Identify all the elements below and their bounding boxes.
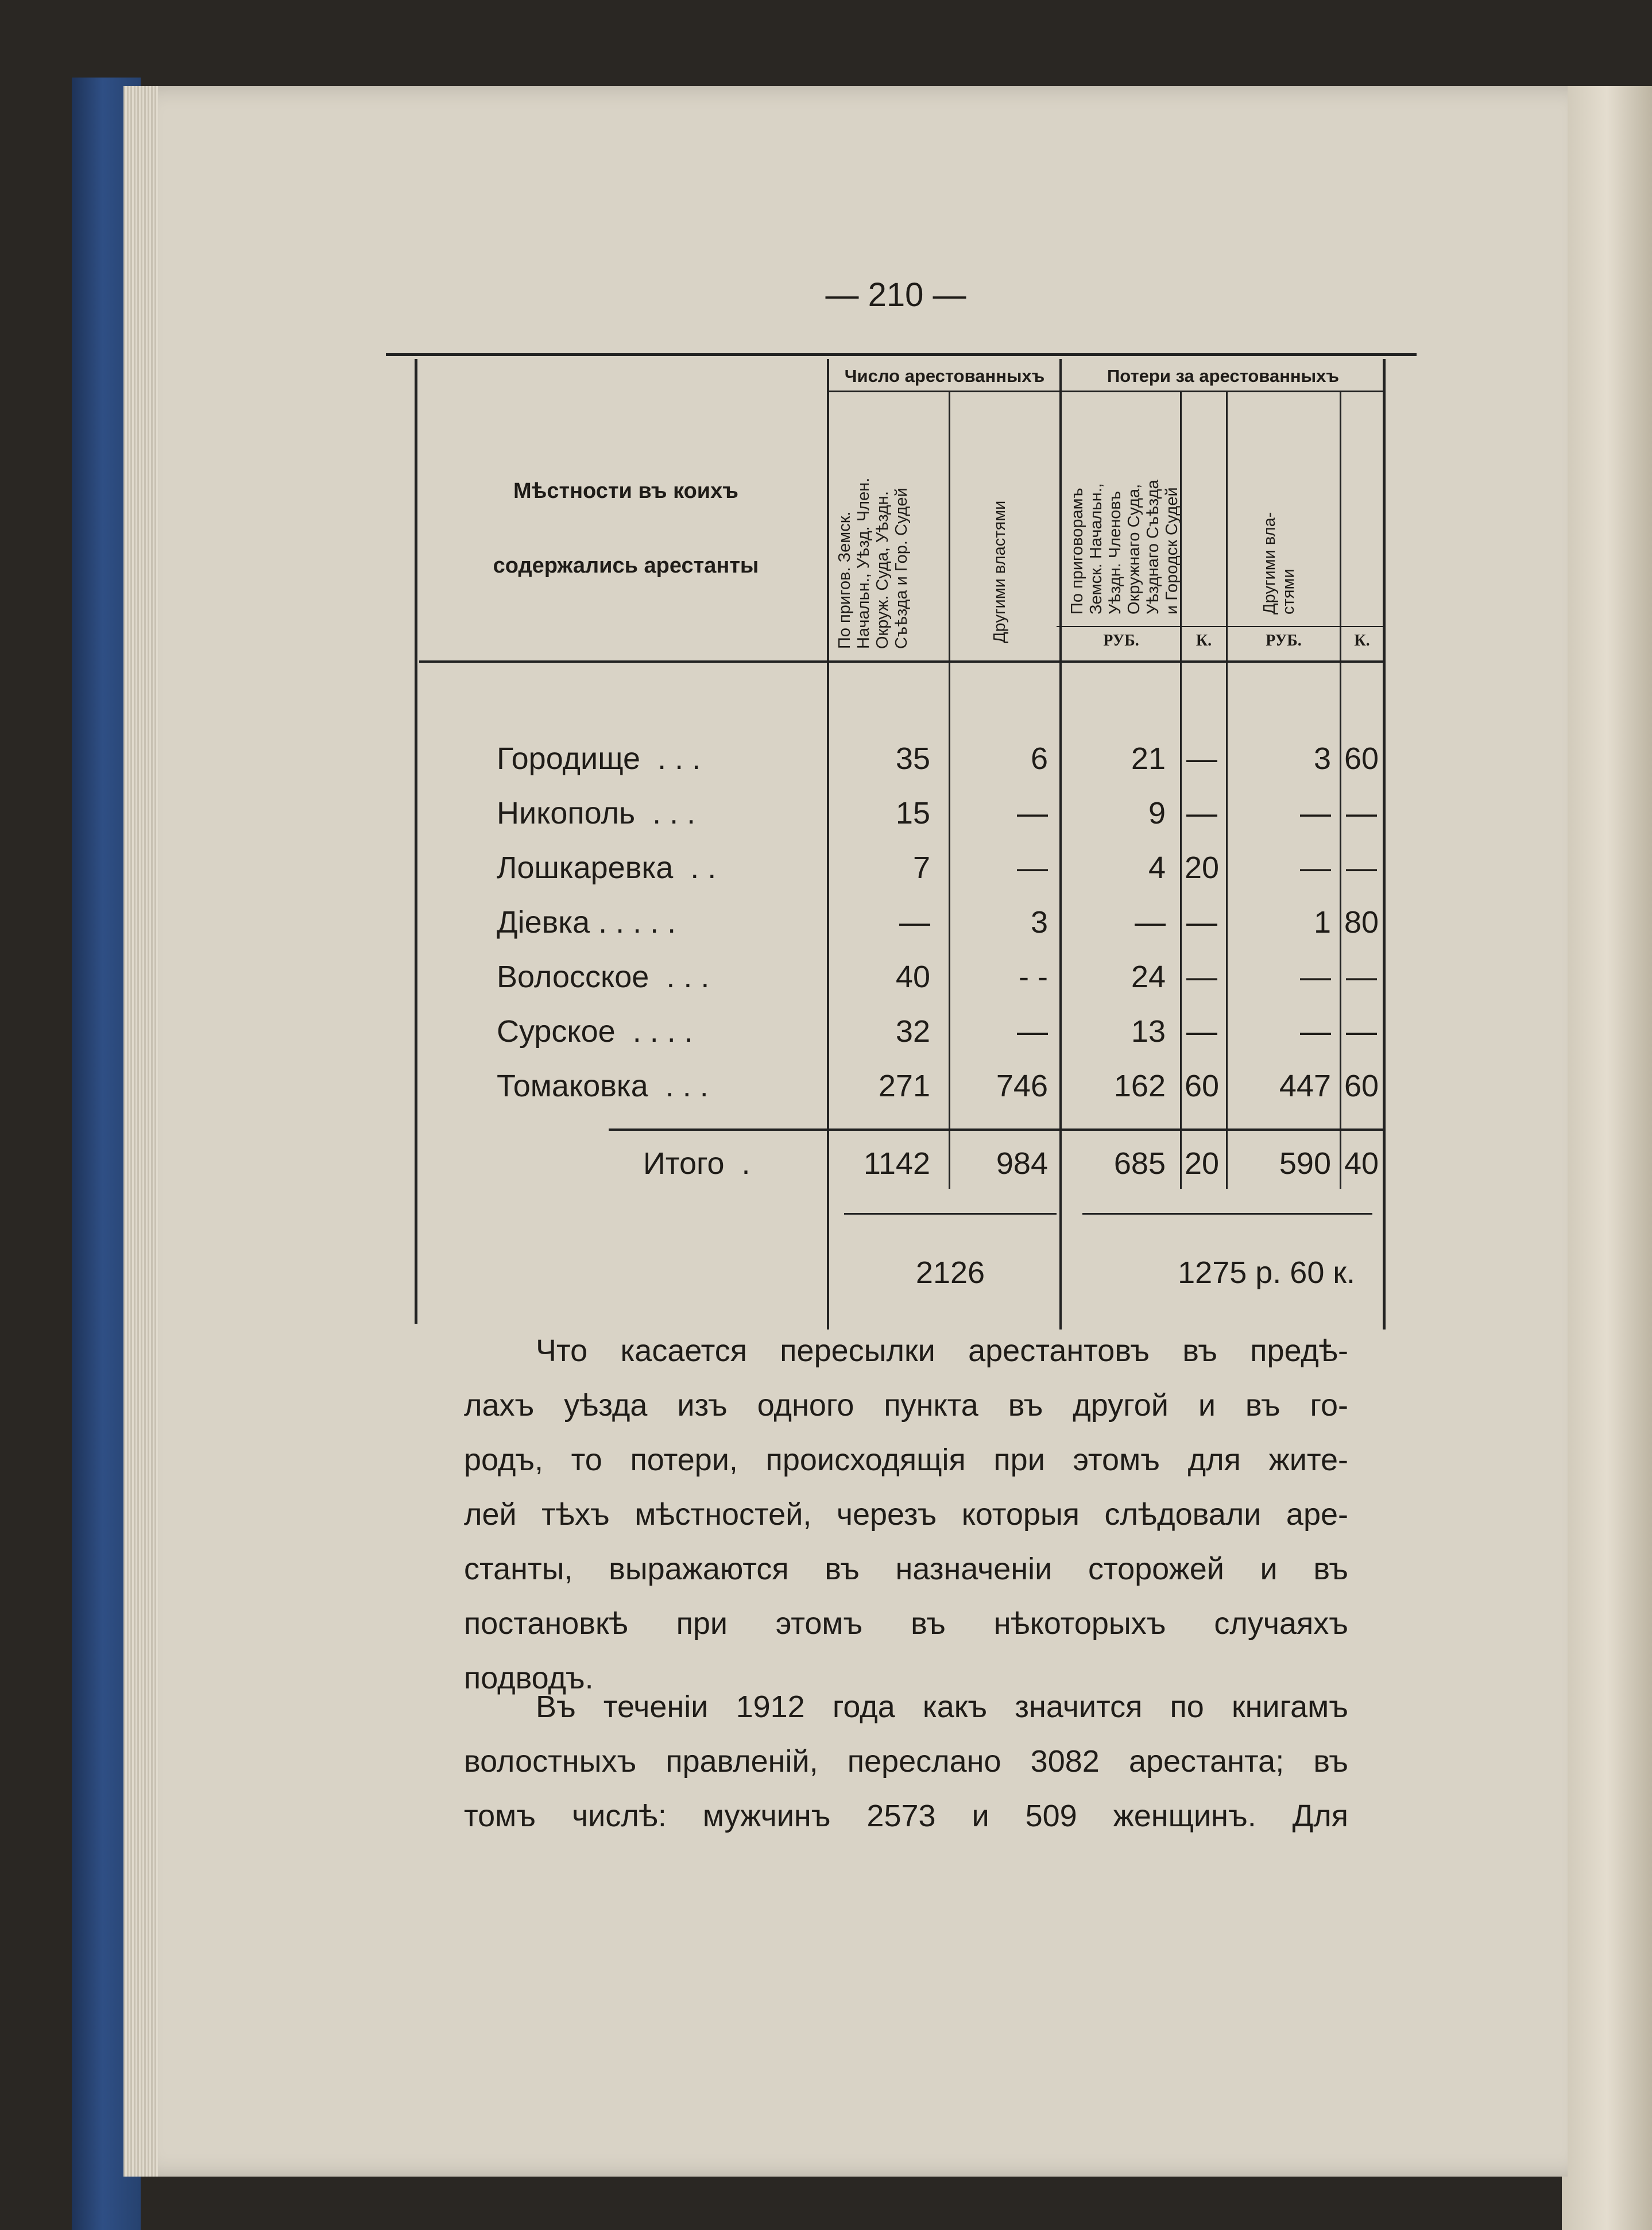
- row-cell-d_r: —: [1300, 960, 1331, 994]
- unit-rub-2: РУБ.: [1266, 632, 1302, 650]
- header-locations: Мѣстности въ коихъ содержались арестанты: [493, 479, 759, 578]
- row-cell-c_k: —: [1186, 741, 1217, 776]
- unit-kop-1: К.: [1196, 632, 1212, 650]
- row-cell-c_r: 21: [1131, 741, 1166, 776]
- table-left-rule: [415, 359, 417, 1324]
- row-cell-b: 6: [1030, 741, 1048, 776]
- grand-total-loss: 1275 р. 60 к.: [1178, 1255, 1355, 1290]
- table-top-rule: [386, 353, 1417, 356]
- row-cell-c_r: —: [1135, 905, 1166, 940]
- header-losses: Потери за арестованныхъ: [1107, 366, 1339, 386]
- row-cell-a: 35: [895, 741, 930, 776]
- text-line: родъ, то потери, происходящія при этомъ для жите-: [464, 1443, 1348, 1477]
- text-line: лей тѣхъ мѣстностей, черезъ которыя слѣдовали аре-: [464, 1497, 1348, 1532]
- row-cell-b: 746: [996, 1069, 1048, 1103]
- total-cell-a: 1142: [863, 1146, 930, 1181]
- row-place: Діевка . . . . .: [497, 905, 676, 940]
- col-rule-3: [1059, 359, 1062, 1330]
- text-line: лахъ уѣзда изъ одного пункта въ другой и въ го-: [464, 1388, 1348, 1423]
- row-cell-c_r: 9: [1148, 796, 1166, 830]
- row-cell-d_k: —: [1346, 960, 1377, 994]
- total-cell-b: 984: [996, 1146, 1048, 1181]
- unit-rub-1: РУБ.: [1103, 632, 1139, 650]
- page-number: — 210 —: [825, 276, 966, 314]
- row-place: Городище . . .: [497, 741, 701, 776]
- row-place: Лошкаревка . .: [497, 851, 717, 885]
- row-place: Волосское . . .: [497, 960, 710, 994]
- row-place: Никополь . . .: [497, 796, 696, 830]
- row-cell-d_r: —: [1300, 796, 1331, 830]
- table-right-rule: [1383, 359, 1386, 1330]
- total-top-rule: [609, 1128, 1384, 1131]
- row-cell-b: —: [1017, 1014, 1048, 1049]
- row-cell-d_k: 80: [1344, 905, 1379, 940]
- row-cell-c_r: 162: [1113, 1069, 1166, 1103]
- row-cell-a: 32: [895, 1014, 930, 1049]
- row-cell-c_r: 4: [1148, 851, 1166, 885]
- subgroup-rule: [827, 391, 1384, 392]
- paragraph-1: [464, 1324, 1348, 1706]
- text-line: волостныхъ правленій, переслано 3082 арестанта; въ: [464, 1744, 1348, 1779]
- total-cell-d_r: 590: [1279, 1146, 1331, 1181]
- row-cell-c_k: —: [1186, 796, 1217, 830]
- row-cell-a: 271: [878, 1069, 930, 1103]
- grand-total-count: 2126: [915, 1255, 985, 1290]
- header-by-other-authorities: Другими властями: [991, 500, 1009, 643]
- row-cell-d_k: 60: [1344, 741, 1379, 776]
- row-cell-d_k: —: [1346, 851, 1377, 885]
- header-arrested-count: Число арестованныхъ: [844, 366, 1045, 386]
- text-line: станты, выражаются въ назначеніи сторожей и въ: [464, 1552, 1348, 1586]
- col-rule-1: [827, 359, 829, 1330]
- header-by-sentence: По пригов. Земск. Начальн., Уѣзд. Член. Окруж. Суда, Уѣздн. Съѣзда и Гор. Судей: [835, 477, 911, 649]
- row-cell-c_k: —: [1186, 905, 1217, 940]
- row-cell-d_r: —: [1300, 1014, 1331, 1049]
- row-cell-b: 3: [1030, 905, 1048, 940]
- row-cell-c_r: 24: [1131, 960, 1166, 994]
- text-line: подводъ.: [464, 1661, 594, 1695]
- row-cell-a: 15: [895, 796, 930, 830]
- row-cell-d_r: 1: [1313, 905, 1331, 940]
- row-cell-b: - -: [1019, 960, 1048, 994]
- row-cell-d_r: 3: [1313, 741, 1331, 776]
- row-cell-c_k: 60: [1184, 1069, 1220, 1103]
- paragraph-2: [464, 1680, 1348, 1843]
- unit-rule: [1057, 626, 1384, 627]
- text-line: томъ числѣ: мужчинъ 2573 и 509 женщинъ. Для: [464, 1799, 1348, 1833]
- unit-kop-2: К.: [1354, 632, 1370, 650]
- row-cell-a: 7: [912, 851, 930, 885]
- text-line: Что касается пересылки арестантовъ въ предѣ-: [536, 1334, 1348, 1368]
- header-loss-by-other: Другими вла- стями: [1260, 512, 1298, 614]
- row-cell-a: 40: [895, 960, 930, 994]
- sum-rule-count: [844, 1213, 1057, 1215]
- row-cell-b: —: [1017, 851, 1048, 885]
- header-loss-by-sentence: По приговорамъ Земск. Начальн., Уѣздн. Членовъ Окружнаго Суда, Уѣзднаго Съѣзда и Городск Судей: [1068, 480, 1181, 614]
- row-cell-c_k: —: [1186, 1014, 1217, 1049]
- total-label: Итого .: [643, 1146, 750, 1181]
- facing-page-edge: [1562, 86, 1652, 2230]
- text-line: постановкѣ при этомъ въ нѣкоторыхъ случаяхъ: [464, 1606, 1348, 1641]
- header-bottom-rule: [419, 660, 1384, 663]
- row-cell-d_k: —: [1346, 1014, 1377, 1049]
- row-place: Томаковка . . .: [497, 1069, 709, 1103]
- row-cell-c_k: 20: [1184, 851, 1220, 885]
- total-cell-d_k: 40: [1344, 1146, 1379, 1181]
- row-cell-c_r: 13: [1131, 1014, 1166, 1049]
- row-cell-d_k: 60: [1344, 1069, 1379, 1103]
- page-stack-edge: [123, 86, 158, 2177]
- row-cell-a: —: [899, 905, 930, 940]
- row-cell-d_r: 447: [1279, 1069, 1331, 1103]
- total-cell-c_r: 685: [1113, 1146, 1166, 1181]
- row-place: Сурское . . . .: [497, 1014, 693, 1049]
- total-cell-c_k: 20: [1184, 1146, 1220, 1181]
- sum-rule-loss: [1082, 1213, 1372, 1215]
- text-line: Въ теченіи 1912 года какъ значится по книгамъ: [536, 1690, 1348, 1724]
- row-cell-b: —: [1017, 796, 1048, 830]
- row-cell-c_k: —: [1186, 960, 1217, 994]
- row-cell-d_k: —: [1346, 796, 1377, 830]
- row-cell-d_r: —: [1300, 851, 1331, 885]
